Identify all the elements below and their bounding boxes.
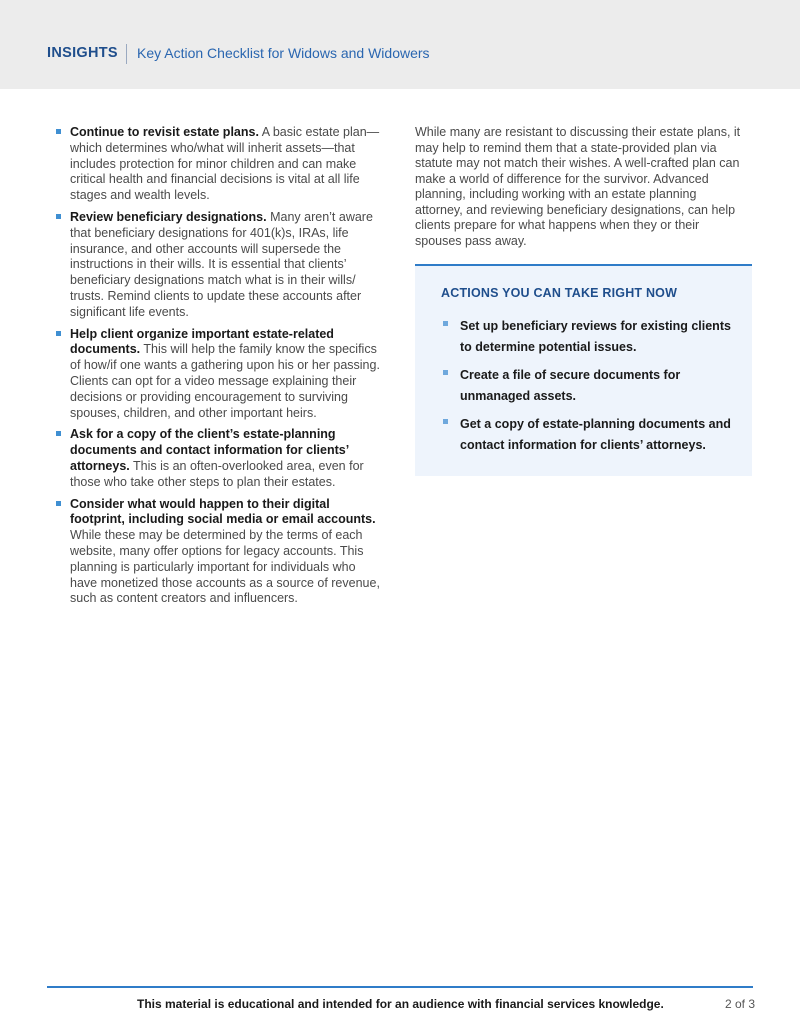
header-divider — [126, 44, 127, 64]
left-column — [56, 125, 386, 613]
checklist-item-text: Many aren’t aware that beneficiary designations for 401(k)s, IRAs, life insurance, and other accounts will supersede the instructions in their wills. It is essential that clients’ beneficiary designations match what is in their wills/ trusts. Remind clients to update these accounts after significant life events. — [70, 209, 373, 319]
footer-disclaimer: This material is educational and intended for an audience with financial services knowledge. — [137, 997, 664, 1011]
checklist-item-text: This is an often-overlooked area, even for those who take other steps to plan their estates. — [70, 458, 364, 489]
checklist-item-lead: Ask for a copy of the client’s estate-planning documents and contact information for clients’ attorneys. — [70, 427, 349, 473]
page-header — [0, 0, 800, 89]
action-item-text: Create a file of secure documents for unmanaged assets. — [460, 368, 681, 403]
page-number: 2 of 3 — [725, 997, 756, 1011]
document-title: Key Action Checklist for Widows and Widowers — [137, 45, 430, 61]
square-bullet-icon — [56, 501, 61, 506]
checklist-item-text: This will help the family know the specifics of how/if one wants a gathering upon his or her passing. Clients can opt for a video message explaining their decisions or providing encouragement to surviving spouses, children, and other important heirs. — [70, 342, 380, 420]
checklist-item — [56, 125, 386, 204]
action-item — [443, 414, 739, 455]
footer-divider — [47, 986, 753, 988]
checklist — [56, 125, 386, 607]
action-item — [443, 316, 739, 357]
checklist-item-text: A basic estate plan—which determines who/what will inherit assets—that includes protection for minor children and can make critical health and financial decisions is vital at all life stages and wealth levels. — [70, 125, 380, 203]
checklist-item — [56, 327, 386, 422]
right-column — [415, 125, 755, 249]
intro-paragraph: While many are resistant to discussing their estate plans, it may help to remind them that a state-provided plan via statute may not match their wishes. A well-crafted plan can make a world of difference for the survivor. Advanced planning, including working with an estate planning attorney, and reviewing beneficiary designations, can help clients prepare for what happens when they or their spouses pass away. — [415, 125, 741, 248]
action-item-text: Set up beneficiary reviews for existing clients to determine potential issues. — [460, 319, 731, 354]
square-bullet-icon — [56, 214, 61, 219]
square-bullet-icon — [56, 331, 61, 336]
action-item — [443, 365, 739, 406]
checklist-item-lead: Continue to revisit estate plans. — [70, 125, 259, 139]
checklist-item-lead: Consider what would happen to their digital footprint, including social media or email accounts. — [70, 496, 376, 527]
square-bullet-icon — [443, 370, 448, 375]
checklist-item-lead: Review beneficiary designations. — [70, 209, 267, 224]
square-bullet-icon — [56, 431, 61, 436]
square-bullet-icon — [443, 419, 448, 424]
action-item-text: Get a copy of estate-planning documents and contact information for clients’ attorneys. — [460, 417, 731, 452]
square-bullet-icon — [56, 129, 61, 134]
actions-title: ACTIONS YOU CAN TAKE RIGHT NOW — [441, 286, 678, 300]
checklist-item-text: While these may be determined by the terms of each website, many offer options for legacy accounts. This planning is particularly important for individuals who have monetized those accounts as a source of revenue, such as content creators and influencers. — [70, 528, 380, 606]
checklist-item — [56, 497, 386, 608]
actions-callout — [415, 264, 752, 476]
checklist-item-lead: Help client organize important estate-related documents. — [70, 326, 334, 357]
actions-list — [443, 316, 739, 463]
brand-label: INSIGHTS — [47, 45, 118, 61]
square-bullet-icon — [443, 321, 448, 326]
checklist-item — [56, 427, 386, 490]
checklist-item — [56, 210, 386, 321]
